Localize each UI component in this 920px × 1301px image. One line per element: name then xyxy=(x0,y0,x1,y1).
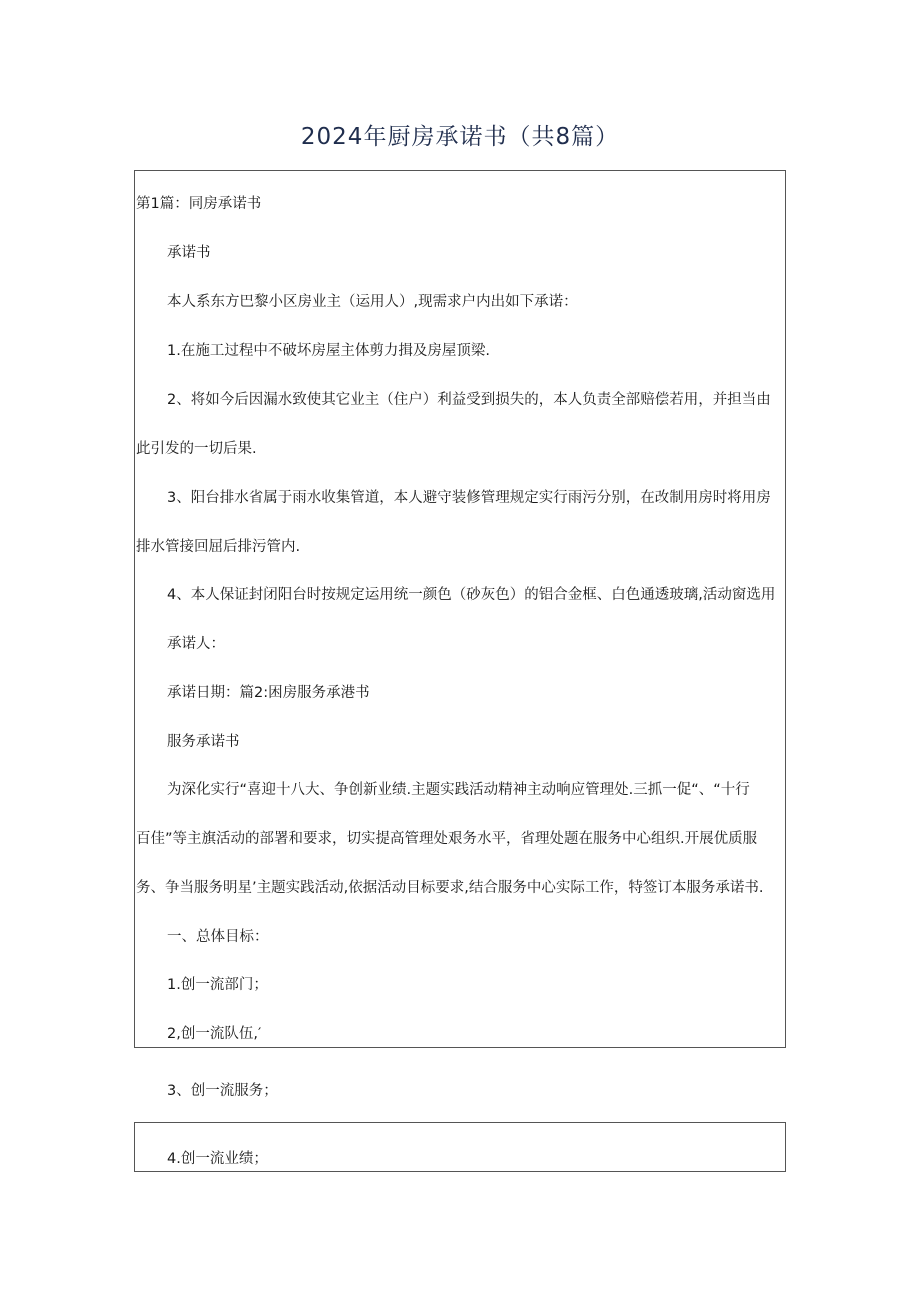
paragraph: 承诺人： xyxy=(167,636,225,652)
paragraph: 一、总体目标： xyxy=(167,929,269,945)
paragraph: 4、本人保证封闭阳台时按规定运用统一颜色（砂灰色）的铝合金框、白色通透玻璃,活动窗选用 xyxy=(167,587,776,603)
list-item: 1.创一流部门； xyxy=(167,977,268,993)
paragraph: 此引发的一切后果. xyxy=(136,441,257,457)
paragraph: 百佳”等主旗活动的部署和要求，切实提高管理处艰务水平，省理处题在服务中心组织.开展优质服 xyxy=(136,831,758,847)
paragraph: 排水管接回屈后排污管内. xyxy=(136,539,301,555)
paragraph: 承诺日期：篇2:困房服务承港书 xyxy=(167,685,370,701)
paragraph: 3、阳台排水省属于雨水收集管道，本人避守装修管理规定实行雨污分别，在改制用房时将用房 xyxy=(167,490,771,506)
paragraph: 承诺书 xyxy=(167,245,211,261)
list-item: 3、创一流服务； xyxy=(167,1083,278,1099)
section-heading: 第1篇：同房承诺书 xyxy=(136,196,262,212)
paragraph: 本人系东方巴黎小区房业主（运用人）,现需求户内出如下承诺： xyxy=(167,294,578,310)
paragraph: 务、争当服务明星’主题实践活动,依据活动目标要求,结合服务中心实际工作，特签订本服务承诺书. xyxy=(136,880,764,896)
document-title: 2024年厨房承诺书（共8篇） xyxy=(300,124,620,150)
list-item: 4.创一流业绩； xyxy=(167,1151,268,1167)
paragraph: 为深化实行“喜迎十八大、争创新业绩.主题实践活动精神主动响应管理处.三抓一促“、“十行 xyxy=(167,782,750,798)
list-item: 2,创一流队伍,′ xyxy=(167,1026,262,1042)
paragraph: 2、将如今后因漏水致使其它业主（住户）利益受到损失的，本人负责全部赔偿若用，并担当由 xyxy=(167,392,771,408)
paragraph: 服务承诺书 xyxy=(167,734,240,750)
paragraph: 1.在施工过程中不破坏房屋主体剪力揖及房屋顶梁. xyxy=(167,343,490,359)
